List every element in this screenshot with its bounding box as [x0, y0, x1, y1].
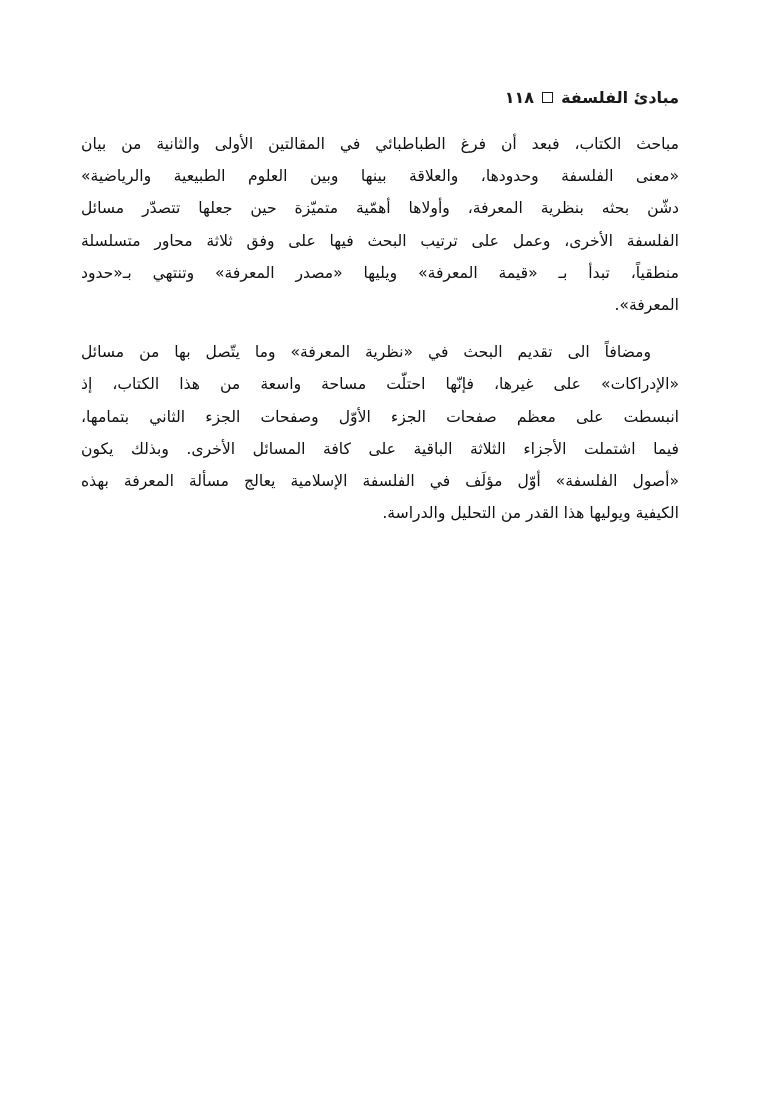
text-line: الكيفية ويوليها هذا القدر من التحليل والدراسة.: [382, 504, 679, 523]
text-line: الفلسفة الأخرى، وعمل على ترتيب البحث فيها على وفق ثلاثة محاور متسلسلة: [81, 231, 679, 250]
text-line: ومضافاً الى تقديم البحث في «نظرية المعرفة» وما يتّصل بها من مسائل: [81, 343, 651, 362]
paragraph-1: [81, 128, 679, 321]
square-separator-icon: [542, 92, 553, 103]
paragraph-gap: [81, 321, 679, 336]
text-line: منطقياً، تبدأ بـ «قيمة المعرفة» ويليها «مصدر المعرفة» وتنتهي بـ«حدود: [81, 263, 679, 282]
text-line: «معنى الفلسفة وحدودها، والعلاقة بينها وبين العلوم الطبيعية والرياضية»: [81, 167, 679, 186]
text-line: دشّن بحثه بنظرية المعرفة، وأولاها أهمّية متميّزة حين جعلها تتصدّر مسائل: [81, 199, 679, 218]
text-line: انبسطت على معظم صفحات الجزء الأوّل وصفحات الجزء الثاني بتمامها،: [81, 407, 679, 426]
text-line: فيما اشتملت الأجزاء الثلاثة الباقية على كافة المسائل الأخرى. وبذلك يكون: [81, 439, 679, 458]
running-title: مبادئ الفلسفة: [561, 88, 679, 107]
text-line: «الإدراكات» على غيرها، فإنّها احتلّت مساحة واسعة من هذا الكتاب، إذ: [81, 375, 679, 394]
text-line: المعرفة».: [614, 295, 679, 314]
page-header: [505, 88, 679, 107]
paragraph-2: [81, 336, 679, 529]
body-text: [81, 128, 679, 529]
page-number: ١١٨: [504, 88, 535, 107]
text-line: مباحث الكتاب، فبعد أن فرغ الطباطبائي في المقالتين الأولى والثانية من بيان: [81, 135, 679, 153]
text-line: «أصول الفلسفة» أوّل مؤلَف في الفلسفة الإسلامية يعالج مسألة المعرفة بهذه: [81, 471, 679, 490]
